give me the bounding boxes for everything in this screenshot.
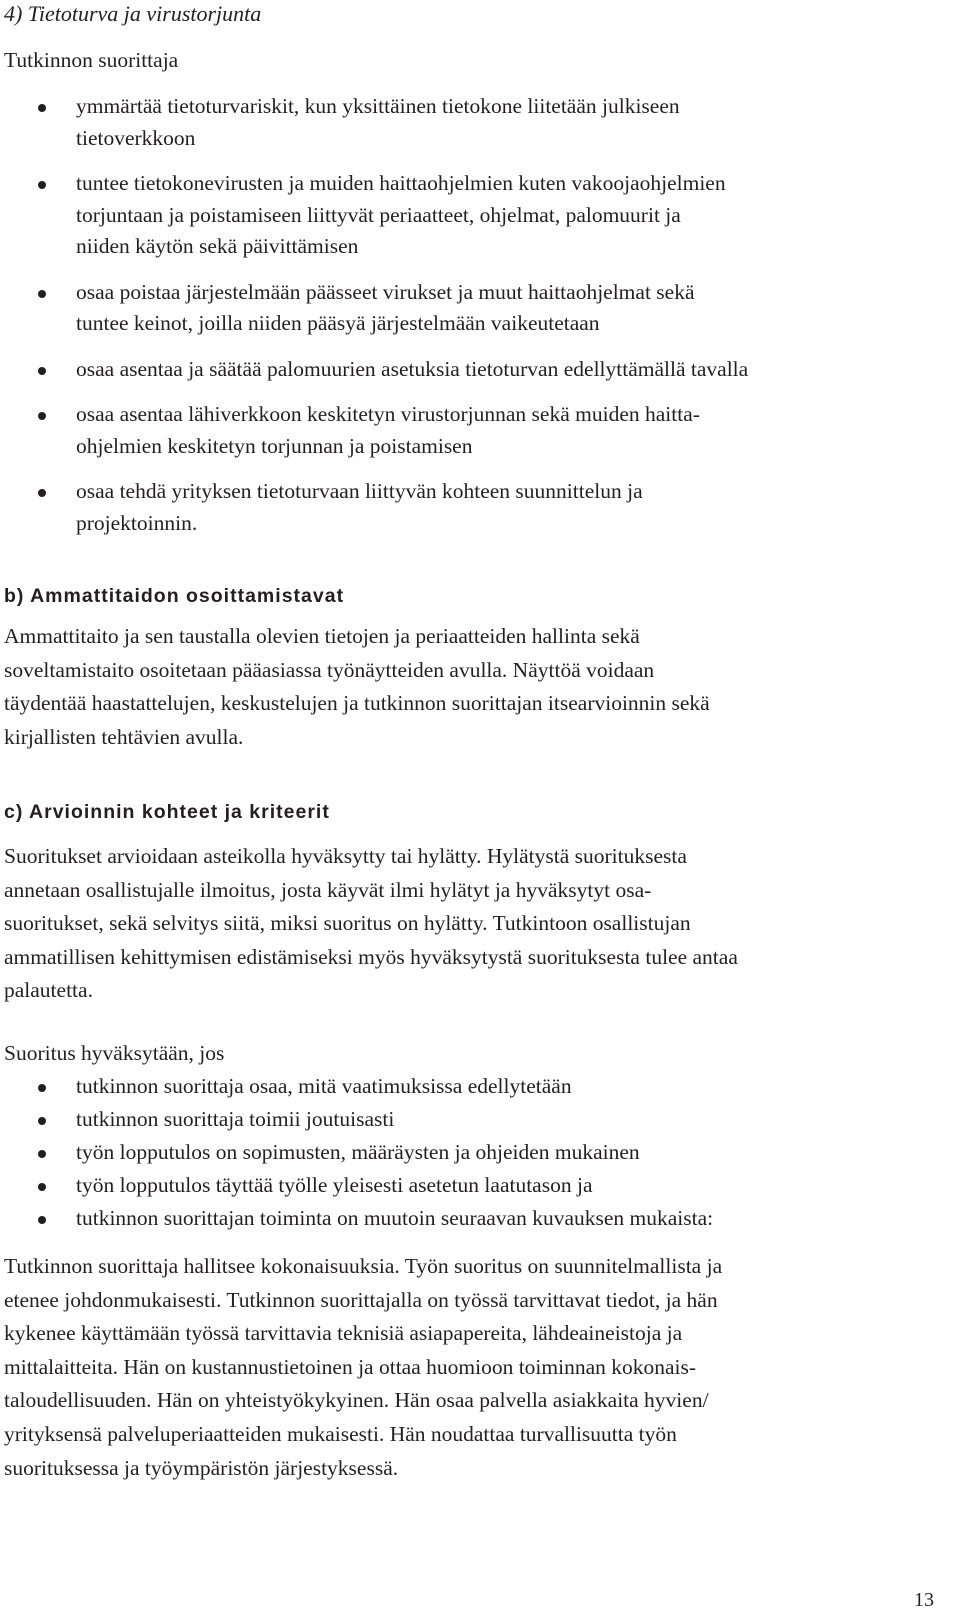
bullet-icon [38, 104, 46, 112]
list-item-text: osaa asentaa lähiverkkoon keskitetyn virustorjunnan sekä muiden haitta- ohjelmien keskitetyn torjunnan ja poistamisen [76, 402, 700, 458]
list-item-text: osaa tehdä yrityksen tietoturvaan liittyvän kohteen suunnittelun ja projektoinnin. [76, 479, 643, 535]
list-item [4, 1170, 924, 1202]
list-item-text: tutkinnon suorittaja osaa, mitä vaatimuksissa edellytetään [76, 1074, 572, 1098]
paragraph-b: Ammattitaito ja sen taustalla olevien tietojen ja periaatteiden hallinta sekä soveltamistaito osoitetaan pääasiassa työnäytteiden avulla. Näyttöä voidaan täydentää haastattelujen, keskustelujen ja tutkinnon suorittajan itsearvioinnin sekä kirjallisten tehtävien avulla. [4, 624, 710, 749]
section-title: 4) Tietoturva ja virustorjunta [4, 1, 262, 26]
list-item-text: osaa asentaa ja säätää palomuurien asetuksia tietoturvan edellyttämällä tavalla [76, 356, 749, 381]
list-item [4, 168, 924, 263]
heading-c: c) Arvioinnin kohteet ja kriteerit [4, 801, 330, 823]
acceptance-list [4, 1071, 924, 1236]
page-number: 13 [914, 1589, 934, 1611]
list-item-text: tuntee tietokonevirusten ja muiden haittaohjelmien kuten vakoojaohjelmien torjuntaan ja poistamiseen liittyvät periaatteet, ohjelmat, palomuurit ja niiden käytön sekä päivittämisen [76, 171, 726, 258]
bullet-icon [38, 489, 46, 497]
bullet-icon [38, 367, 46, 375]
intro-text: Tutkinnon suorittaja [4, 48, 179, 72]
paragraph-final: Tutkinnon suorittaja hallitsee kokonaisuuksia. Työn suoritus on suunnitelmallista ja etenee johdonmukaisesti. Tutkinnon suorittajalla on työssä tarvittavat tiedot, ja hän kykenee käyttämään työssä tarvittavia teknisiä asiapapereita, lähdeaineistoja ja mittalaitteita. Hän on kustannustietoinen ja ottaa huomioon toiminnan kokonais- taloudellisuuden. Hän on yhteistyökykyinen. Hän osaa palvella asiakkaita hyvien/ yrityksensä palveluperiaatteiden mukaisesti. Hän noudattaa turvallisuutta työn suorituksessa ja työympäristön järjestyksessä. [4, 1254, 723, 1480]
list-item-text: työn lopputulos täyttää työlle yleisesti asetetun laatutason ja [76, 1173, 593, 1197]
paragraph-c: Suoritukset arvioidaan asteikolla hyväksytty tai hylätty. Hylätystä suorituksesta annetaan osallistujalle ilmoitus, josta käyvät ilmi hylätyt ja hyväksytyt osa- suoritukset, sekä selvitys siitä, miksi suoritus on hylätty. Tutkintoon osallistujan ammatillisen kehittymisen edistämiseksi myös hyväksytystä suorituksesta tulee antaa palautetta. [4, 844, 738, 1003]
bullet-icon [38, 1150, 46, 1158]
bullet-icon [38, 412, 46, 420]
list-item [4, 1071, 924, 1103]
list-item [4, 1203, 924, 1235]
list-item-text: osaa poistaa järjestelmään päässeet virukset ja muut haittaohjelmat sekä tuntee keinot, joilla niiden pääsyä järjestelmään vaikeutetaan [76, 279, 695, 335]
list-item-text: tutkinnon suorittajan toiminta on muutoin seuraavan kuvauksen mukaista: [76, 1206, 714, 1230]
heading-b: b) Ammattitaidon osoittamistavat [4, 585, 345, 607]
accept-intro: Suoritus hyväksytään, jos [4, 1041, 225, 1065]
bullet-icon [38, 181, 46, 189]
list-item-text: ymmärtää tietoturvariskit, kun yksittäinen tietokone liitetään julkiseen tietoverkkoon [76, 94, 680, 150]
bullet-icon [38, 290, 46, 298]
bullet-icon [38, 1216, 46, 1224]
list-item [4, 399, 924, 462]
list-item-text: tutkinnon suorittaja toimii joutuisasti [76, 1107, 395, 1131]
bullet-icon [38, 1183, 46, 1191]
list-item [4, 277, 924, 340]
list-item [4, 1104, 924, 1136]
list-item [4, 354, 924, 386]
list-item [4, 1137, 924, 1169]
list-item [4, 91, 924, 154]
competence-list [4, 91, 924, 553]
bullet-icon [38, 1117, 46, 1125]
list-item [4, 476, 924, 539]
list-item-text: työn lopputulos on sopimusten, määräysten ja ohjeiden mukainen [76, 1140, 640, 1164]
bullet-icon [38, 1084, 46, 1092]
